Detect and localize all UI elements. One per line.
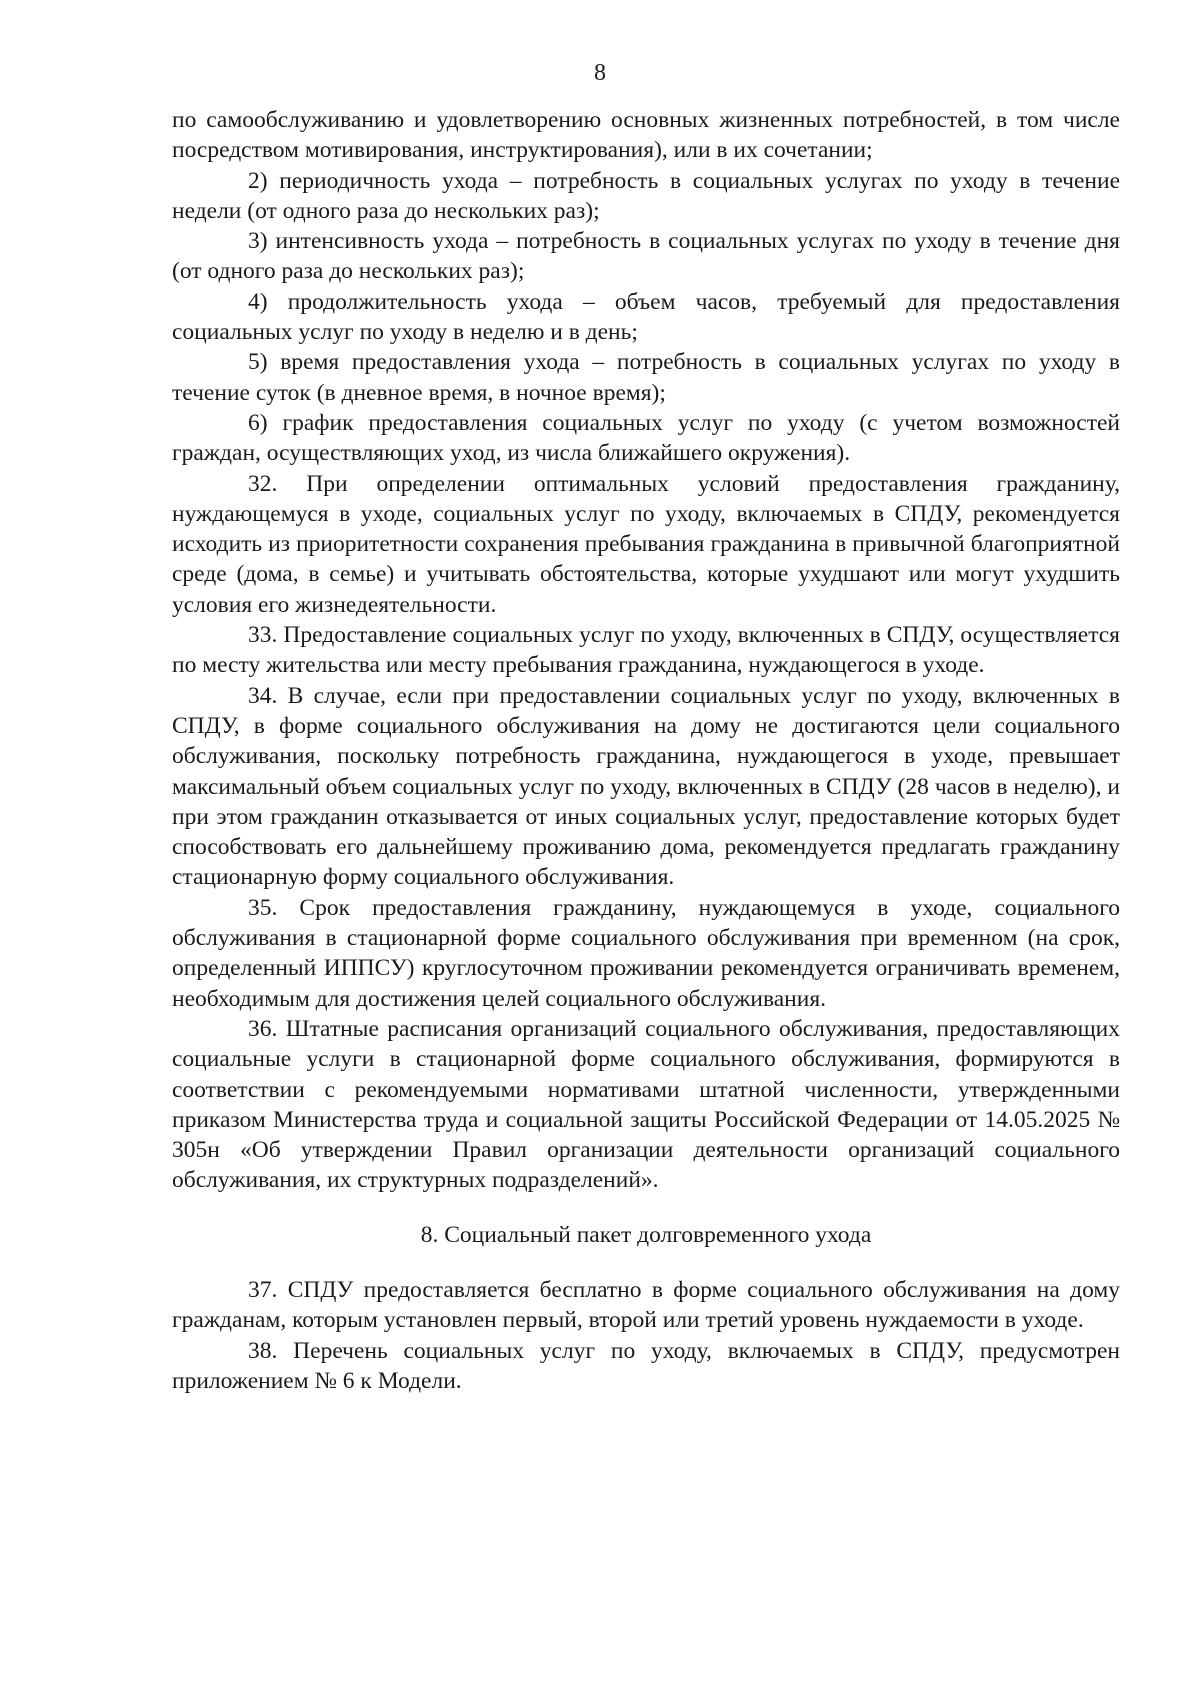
list-item-time: 5) время предоставления ухода – потребность в социальных услугах по уходу в течение суток (в дневное время, в ночное время); bbox=[172, 349, 1120, 406]
paragraph-35: 35. Срок предоставления гражданину, нуждающемуся в уходе, социального обслуживания в стационарной форме социального обслуживания при временном (на срок, определенный ИППСУ) круглосуточном проживании рекомендуется ограничивать временем, необходимым для достижения целей социального обслуживания. bbox=[172, 894, 1120, 1012]
paragraph-36: 36. Штатные расписания организаций социального обслуживания, предоставляющих социальные услуги в стационарной форме социального обслуживания, формируются в соответствии с рекомендуемыми нормативами штатной численности, утвержденными приказом Министерства труда и социальной защиты Российской Федерации от 14.05.2025 № 305н «Об утверждении Правил организации деятельности организаций социального обслуживания, их структурных подразделений». bbox=[172, 1015, 1120, 1194]
paragraph-34: 34. В случае, если при предоставлении социальных услуг по уходу, включенных в СПДУ, в форме социального обслуживания на дому не достигаются цели социального обслуживания, поскольку потребность гражданина, нуждающегося в уходе, превышает максимальный объем социальных услуг по уходу, включенных в СПДУ (28 часов в неделю), и при этом гражданин отказывается от иных социальных услуг, предоставление которых будет способствовать его дальнейшему проживанию дома, рекомендуется предлагать гражданину стационарную форму социального обслуживания. bbox=[172, 682, 1120, 891]
list-item-duration: 4) продолжительность ухода – объем часов, требуемый для предоставления социальных услуг по уходу в неделю и в день; bbox=[172, 288, 1120, 346]
list-item-schedule: 6) график предоставления социальных услуг по уходу (с учетом возможностей граждан, осуществляющих уход, из числа ближайшего окружения). bbox=[172, 409, 1120, 467]
section-heading: 8. Социальный пакет долговременного ухода bbox=[420, 1221, 872, 1248]
paragraph-37: 37. СПДУ предоставляется бесплатно в форме социального обслуживания на дому гражданам, которым установлен первый, второй или третий уровень нуждаемости в уходе. bbox=[172, 1276, 1120, 1334]
paragraph-38: 38. Перечень социальных услуг по уходу, включаемых в СПДУ, предусмотрен приложением № 6 к Модели. bbox=[172, 1337, 1120, 1394]
document-body bbox=[172, 105, 1120, 1396]
page-number: 8 bbox=[594, 60, 606, 86]
list-item-intensity: 3) интенсивность ухода – потребность в социальных услугах по уходу в течение дня (от одного раза до нескольких раз); bbox=[172, 228, 1120, 285]
list-item-periodicity: 2) периодичность ухода – потребность в социальных услугах по уходу в течение недели (от одного раза до нескольких раз); bbox=[172, 167, 1120, 224]
paragraph-33: 33. Предоставление социальных услуг по уходу, включенных в СПДУ, осуществляется по месту жительства или месту пребывания гражданина, нуждающегося в уходе. bbox=[172, 622, 1120, 679]
paragraph: по самообслуживанию и удовлетворению основных жизненных потребностей, в том числе посредством мотивирования, инструктирования), или в их сочетании; bbox=[172, 107, 1120, 164]
paragraph-32: 32. При определении оптимальных условий предоставления гражданину, нуждающемуся в уходе, социальных услуг по уходу, включаемых в СПДУ, рекомендуется исходить из приоритетности сохранения пребывания гражданина в привычной благоприятной среде (дома, в семье) и учитывать обстоятельства, которые ухудшают или могут ухудшить условия его жизнедеятельности. bbox=[172, 470, 1120, 618]
